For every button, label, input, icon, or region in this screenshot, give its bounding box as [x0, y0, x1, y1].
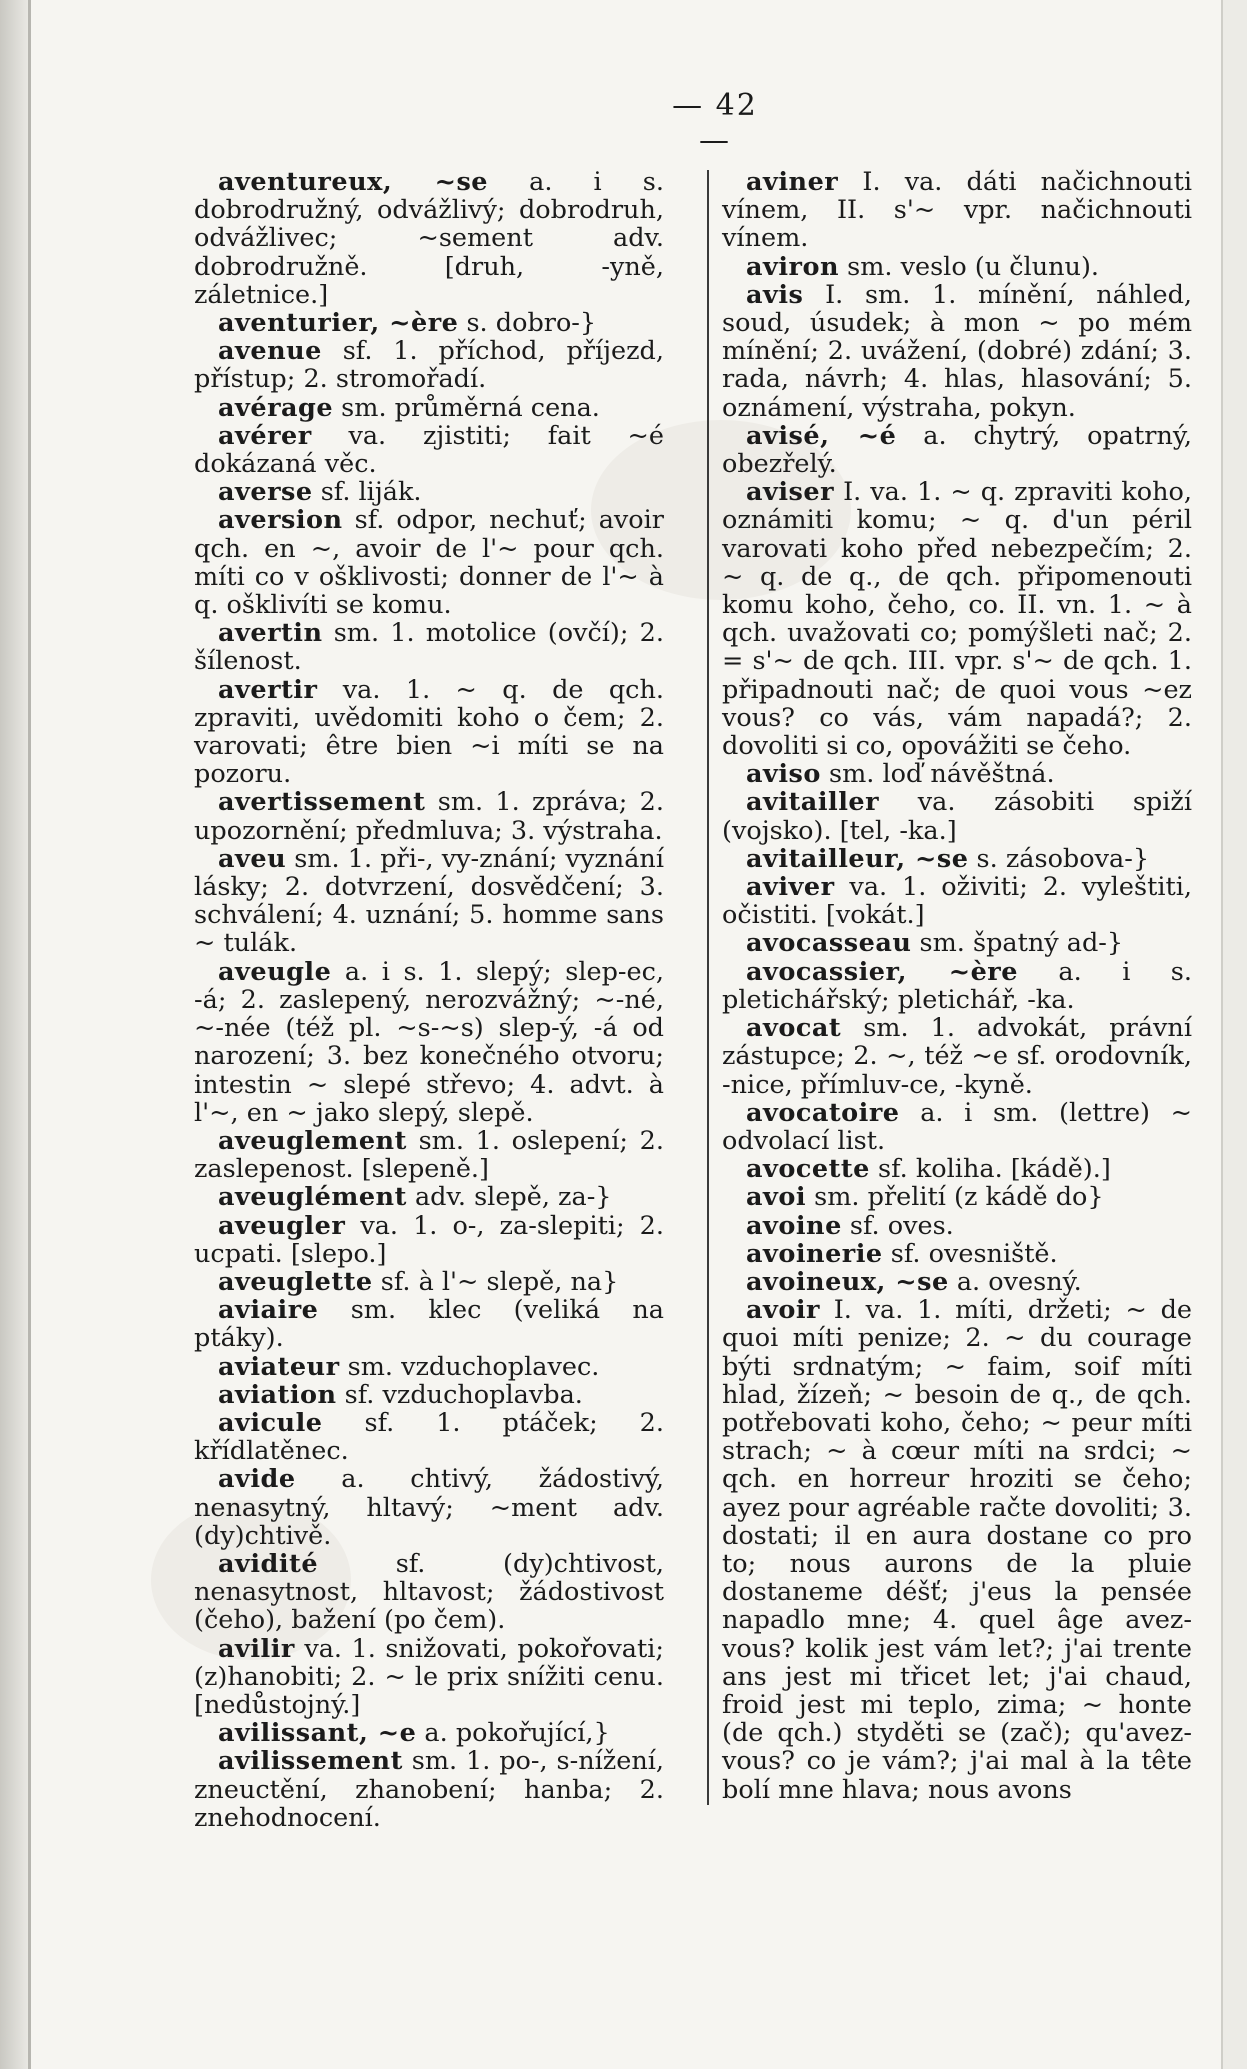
entry-definition: a. i s. dobrodružný, odvážlivý; dobrodruh, odvážlivec; ~sement adv. dobrodružně. [druh, -yně, záletnice.]	[194, 167, 664, 310]
dictionary-entry	[194, 309, 664, 337]
entry-definition: sf. 1. ptáček; 2. křídlatěnec.	[194, 1407, 664, 1467]
dictionary-entry	[194, 619, 664, 675]
dictionary-entry	[722, 788, 1192, 844]
entry-definition: va. zjistiti; fait ~é dokázaná věc.	[194, 420, 664, 480]
entry-headword: aveu	[218, 843, 287, 874]
entry-headword: avenue	[218, 336, 322, 367]
entry-headword: aviateur	[218, 1351, 340, 1382]
entry-definition: sf. vzduchoplavba.	[336, 1379, 583, 1410]
column-divider	[707, 170, 709, 1805]
entry-headword: aviver	[746, 872, 835, 903]
dictionary-entry	[194, 958, 664, 1127]
dictionary-entry	[194, 1127, 664, 1183]
dictionary-entry	[722, 1155, 1192, 1183]
entry-headword: avérage	[218, 392, 334, 423]
dictionary-entry	[194, 845, 664, 958]
entry-definition: sf. liják.	[312, 477, 422, 508]
entry-definition: sf. odpor, nechuť; avoir qch. en ~, avoir de l'~ pour qch. míti co v ošklivosti; donner de l'~ à q. ošklivíti se komu.	[194, 505, 664, 621]
entry-definition: a. i sm. (lettre) ~ odvolací list.	[722, 1097, 1192, 1156]
entry-headword: avertissement	[218, 787, 426, 818]
entry-headword: aviner	[746, 167, 839, 197]
page-number: — 42 —	[672, 88, 758, 158]
dictionary-entry	[722, 281, 1192, 422]
entry-definition: sm. vzduchoplavec.	[339, 1351, 600, 1382]
entry-headword: avoi	[746, 1182, 807, 1213]
entry-headword: aveugler	[218, 1210, 346, 1241]
dictionary-entry	[722, 1183, 1192, 1211]
dictionary-entry	[722, 168, 1192, 253]
dictionary-entry	[194, 1747, 664, 1832]
entry-headword: avitailleur, ~se	[746, 843, 969, 874]
dictionary-entry	[194, 1719, 664, 1747]
entry-definition: sm. průměrná cena.	[333, 392, 600, 423]
entry-headword: aveuglette	[218, 1266, 373, 1297]
dictionary-entry	[722, 760, 1192, 788]
entry-definition: sf. koliha. [kádě).]	[869, 1154, 1111, 1185]
entry-headword: aveuglement	[218, 1125, 407, 1156]
entry-definition: I. va. 1. míti, držeti; ~ de quoi míti penize; 2. ~ du courage býti srdnatým; ~ faim, soif míti hlad, žízeň; ~ besoin de q., de qch. potřebovati koho, čeho; ~ peur míti strach; ~ à cœur míti na srdci; ~ qch. en horreur hroziti se čeho; ayez pour agréable račte dovoliti; 3. dostati; il en aura dostane co pro to; nous aurons de la pluie dostaneme déšť; j'eus la pensée napadlo mne; 4. quel âge avez-vous? kolik jest vám let?; j'ai trente ans jest mi třicet let; j'ai chaud, froid jest mi teplo, zima; ~ honte (de qch.) styděti se (zač); qu'avez-vous? co je vám?; j'ai mal à la tête bolí mne hlava; nous avons	[722, 1295, 1192, 1805]
dictionary-entry	[722, 422, 1192, 478]
entry-definition: sf. 1. příchod, příjezd, přístup; 2. stromořadí.	[194, 336, 664, 395]
entry-definition: sf. ovesniště.	[882, 1238, 1058, 1269]
entry-definition: I. va. dáti načichnouti vínem, II. s'~ vpr. načichnouti vínem.	[722, 167, 1192, 254]
entry-definition: sm. 1. při-, vy-znání; vyznání lásky; 2. dotvrzení, dosvědčení; 3. schválení; 4. uznání; 5. homme sans ~ tulák.	[194, 843, 664, 959]
entry-headword: aventurier, ~ère	[218, 308, 459, 339]
dictionary-entry	[194, 478, 664, 506]
entry-headword: aventureux, ~se	[218, 167, 489, 197]
entry-definition: sf. oves.	[841, 1210, 954, 1241]
entry-headword: avitailler	[746, 787, 880, 818]
entry-headword: avis	[746, 279, 804, 310]
entry-definition: sm. loď návěštná.	[820, 759, 1055, 790]
dictionary-entry	[722, 958, 1192, 1014]
entry-headword: avidité	[218, 1548, 319, 1579]
entry-headword: avisé, ~é	[746, 420, 897, 451]
dictionary-entry	[722, 845, 1192, 873]
entry-definition: s. zásobova-}	[968, 843, 1150, 874]
entry-headword: avoineux, ~se	[746, 1266, 949, 1297]
entry-headword: avocette	[746, 1154, 870, 1185]
entry-headword: aviron	[746, 251, 840, 282]
dictionary-entry	[194, 1635, 664, 1720]
entry-headword: avilissement	[218, 1746, 403, 1777]
entry-headword: avertin	[218, 618, 323, 649]
entry-definition: va. 1. oživiti; 2. vyleštiti, očistiti. [vokát.]	[722, 872, 1192, 931]
entry-definition: a. pokořující,}	[416, 1718, 610, 1749]
entry-definition: va. 1. ~ q. de qch. zpraviti, uvědomiti koho o čem; 2. varovati; être bien ~i míti se na pozoru.	[194, 674, 664, 790]
entry-definition: sm. přelití (z kádě do}	[806, 1182, 1104, 1213]
dictionary-entry	[194, 337, 664, 393]
entry-headword: avertir	[218, 674, 318, 705]
dictionary-entry	[722, 478, 1192, 760]
entry-definition: a. i s. 1. slepý; slep-ec, -á; 2. zaslepený, nerozvážný; ~-né, ~-née (též pl. ~s-~s) slep-ý, -á od narození; 3. bez konečného otvoru; intestin ~ slepé střevo; 4. advt. à l'~, en ~ jako slepý, slepě.	[194, 956, 664, 1128]
dictionary-entry	[194, 1381, 664, 1409]
dictionary-entry	[722, 929, 1192, 957]
entry-definition: sm. klec (veliká na ptáky).	[194, 1295, 664, 1354]
entry-headword: aviation	[218, 1379, 337, 1410]
entry-definition: sm. 1. po-, s-nížení, zneuctění, zhanobení; hanba; 2. znehodnocení.	[194, 1746, 664, 1833]
entry-definition: a. chtivý, žádostivý, nenasytný, hltavý; ~ment adv. (dy)chtivě.	[194, 1464, 664, 1551]
dictionary-entry	[194, 1183, 664, 1211]
dictionary-entry	[194, 1268, 664, 1296]
entry-headword: aversion	[218, 505, 343, 536]
dictionary-entry	[194, 1409, 664, 1465]
entry-definition: sf. (dy)chtivost, nenasytnost, hltavost; žádostivost (čeho), bažení (po čem).	[194, 1548, 664, 1636]
entry-definition: sm. 1. advokát, právní zástupce; 2. ~, též ~e sf. orodovník, -nice, přímluv-ce, -kyně.	[722, 1013, 1192, 1100]
entry-definition: sm. veslo (u člunu).	[839, 251, 1100, 282]
entry-definition: va. 1. o-, za-slepiti; 2. ucpati. [slepo.]	[194, 1210, 664, 1269]
entry-definition: va. zásobiti spiží (vojsko). [tel, -ka.]	[722, 787, 1192, 846]
dictionary-entry	[722, 253, 1192, 281]
dictionary-entry	[194, 788, 664, 844]
dictionary-entry	[194, 1296, 664, 1352]
entry-headword: avocat	[746, 1013, 842, 1044]
entry-definition: adv. slepě, za-}	[406, 1182, 612, 1213]
entry-definition: sm. špatný ad-}	[911, 928, 1124, 959]
entry-headword: avoine	[746, 1210, 842, 1241]
dictionary-entry	[194, 394, 664, 422]
entry-headword: avérer	[218, 420, 312, 451]
entry-headword: aviser	[746, 477, 835, 508]
entry-headword: aviaire	[218, 1295, 319, 1326]
entry-definition: sm. 1. zpráva; 2. upozornění; předmluva; 3. výstraha.	[194, 787, 664, 846]
entry-headword: avocassier, ~ère	[746, 956, 1018, 987]
entry-definition: I. sm. 1. mínění, náhled, soud, úsudek; à mon ~ po mém mínění; 2. uvážení, (dobré) zdání; 3. rada, návrh; 4. hlas, hlasování; 5. oznámení, výstraha, pokyn.	[722, 279, 1192, 423]
dictionary-entry	[194, 168, 664, 309]
entry-definition: a. chytrý, opatrný, obezřelý.	[722, 420, 1192, 480]
dictionary-entry	[722, 1268, 1192, 1296]
dictionary-entry	[722, 1212, 1192, 1240]
entry-headword: avocasseau	[746, 928, 912, 959]
dictionary-entry	[722, 1014, 1192, 1099]
dictionary-entry	[194, 1212, 664, 1268]
entry-definition: sm. 1. oslepení; 2. zaslepenost. [slepeně.]	[194, 1125, 664, 1185]
entry-headword: avide	[218, 1464, 296, 1495]
entry-definition: sm. 1. motolice (ovčí); 2. šílenost.	[194, 618, 664, 677]
entry-headword: avoir	[746, 1295, 820, 1326]
entry-headword: aveuglément	[218, 1182, 407, 1213]
dictionary-entry	[722, 1099, 1192, 1155]
dictionary-entry	[194, 422, 664, 478]
book-spine-shadow	[0, 0, 28, 2069]
entry-definition: a. i s. pletichářský; pletichář, -ka.	[722, 956, 1192, 1015]
dictionary-entry	[194, 506, 664, 619]
entry-headword: avilir	[218, 1633, 295, 1664]
dictionary-entry	[194, 676, 664, 789]
entry-headword: avocatoire	[746, 1097, 900, 1128]
left-column	[194, 168, 664, 1832]
entry-headword: avilissant, ~e	[218, 1718, 417, 1749]
entry-headword: aviso	[746, 759, 821, 790]
dictionary-entry	[722, 873, 1192, 929]
dictionary-entry	[194, 1465, 664, 1550]
dictionary-entry	[722, 1296, 1192, 1804]
entry-headword: avoinerie	[746, 1238, 883, 1269]
dictionary-entry	[194, 1353, 664, 1381]
entry-headword: avicule	[218, 1407, 323, 1438]
dictionary-entry	[194, 1550, 664, 1635]
entry-definition: sf. à l'~ slepě, na}	[372, 1266, 619, 1297]
entry-definition: s. dobro-}	[458, 308, 597, 339]
entry-headword: averse	[218, 477, 313, 508]
entry-definition: I. va. 1. ~ q. zpraviti koho, oznámiti komu; ~ q. d'un péril varovati koho před nebezpečím; 2. ~ q. de q., de qch. připomenouti komu koho, čeho, co. II. vn. 1. ~ à qch. uvažovati co; pomýšleti nač; 2. = s'~ de qch. III. vpr. s'~ de qch. 1. připadnouti nač; de quoi vous ~ez vous? co vás, vám napadá?; 2. dovoliti si co, opovážiti se čeho.	[722, 477, 1192, 762]
right-column	[722, 168, 1192, 1804]
entry-definition: a. ovesný.	[948, 1266, 1082, 1297]
dictionary-entry	[722, 1240, 1192, 1268]
entry-definition: va. 1. snižovati, pokořovati; (z)hanobiti; 2. ~ le prix snížiti cenu. [nedůstojný.]	[194, 1633, 664, 1720]
entry-headword: aveugle	[218, 956, 332, 987]
